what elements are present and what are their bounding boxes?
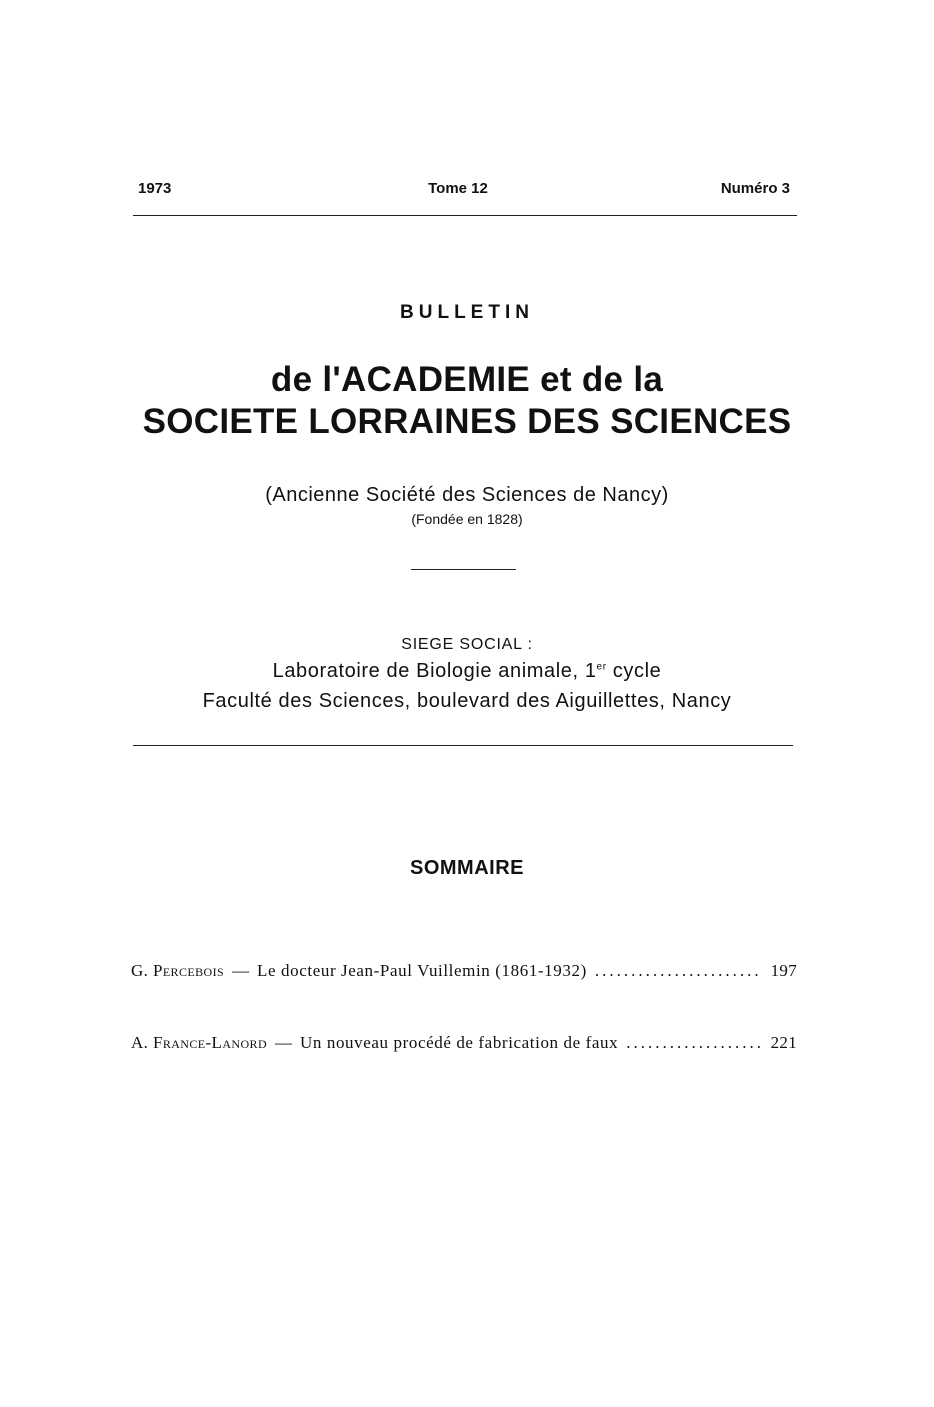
toc-entry xyxy=(131,1033,797,1053)
issue-label: Numéro 3 xyxy=(720,180,790,197)
year-label: 1973 xyxy=(138,180,172,197)
short-divider xyxy=(411,569,516,570)
toc-title: Un nouveau procédé de fabrication de faux xyxy=(300,1033,619,1052)
seat-label: SIEGE SOCIAL : xyxy=(401,636,533,653)
toc-page-number: 221 xyxy=(770,1033,797,1052)
toc-separator: — xyxy=(275,1033,293,1052)
header-rule xyxy=(133,215,797,216)
contents-heading: SOMMAIRE xyxy=(410,857,524,879)
toc-page-number: 197 xyxy=(770,961,797,980)
title-line-2: SOCIETE LORRAINES DES SCIENCES xyxy=(142,402,792,441)
toc-author: G. Percebois xyxy=(131,961,225,980)
seat-address-line-2: Faculté des Sciences, boulevard des Aiguillettes, Nancy xyxy=(202,690,732,712)
bulletin-label: BULLETIN xyxy=(400,302,534,323)
toc-leader-dots xyxy=(595,961,761,981)
seat-line1-text: Laboratoire de Biologie animale, 1 xyxy=(272,660,597,682)
toc-entry xyxy=(131,961,797,981)
address-rule xyxy=(133,745,793,746)
seat-address-line-1 xyxy=(0,660,934,683)
toc-leader-dots xyxy=(626,1033,760,1053)
toc-separator: — xyxy=(232,961,250,980)
former-name: (Ancienne Société des Sciences de Nancy) xyxy=(265,484,669,506)
volume-label: Tome 12 xyxy=(428,180,488,197)
toc-title: Le docteur Jean-Paul Vuillemin (1861-1932) xyxy=(257,961,587,980)
founded-note: (Fondée en 1828) xyxy=(411,511,523,527)
seat-line1-end: cycle xyxy=(606,660,662,682)
seat-line1-sup: er xyxy=(596,661,607,673)
toc-author: A. France-Lanord xyxy=(131,1033,268,1052)
title-line-1: de l'ACADEMIE et de la xyxy=(270,360,664,399)
